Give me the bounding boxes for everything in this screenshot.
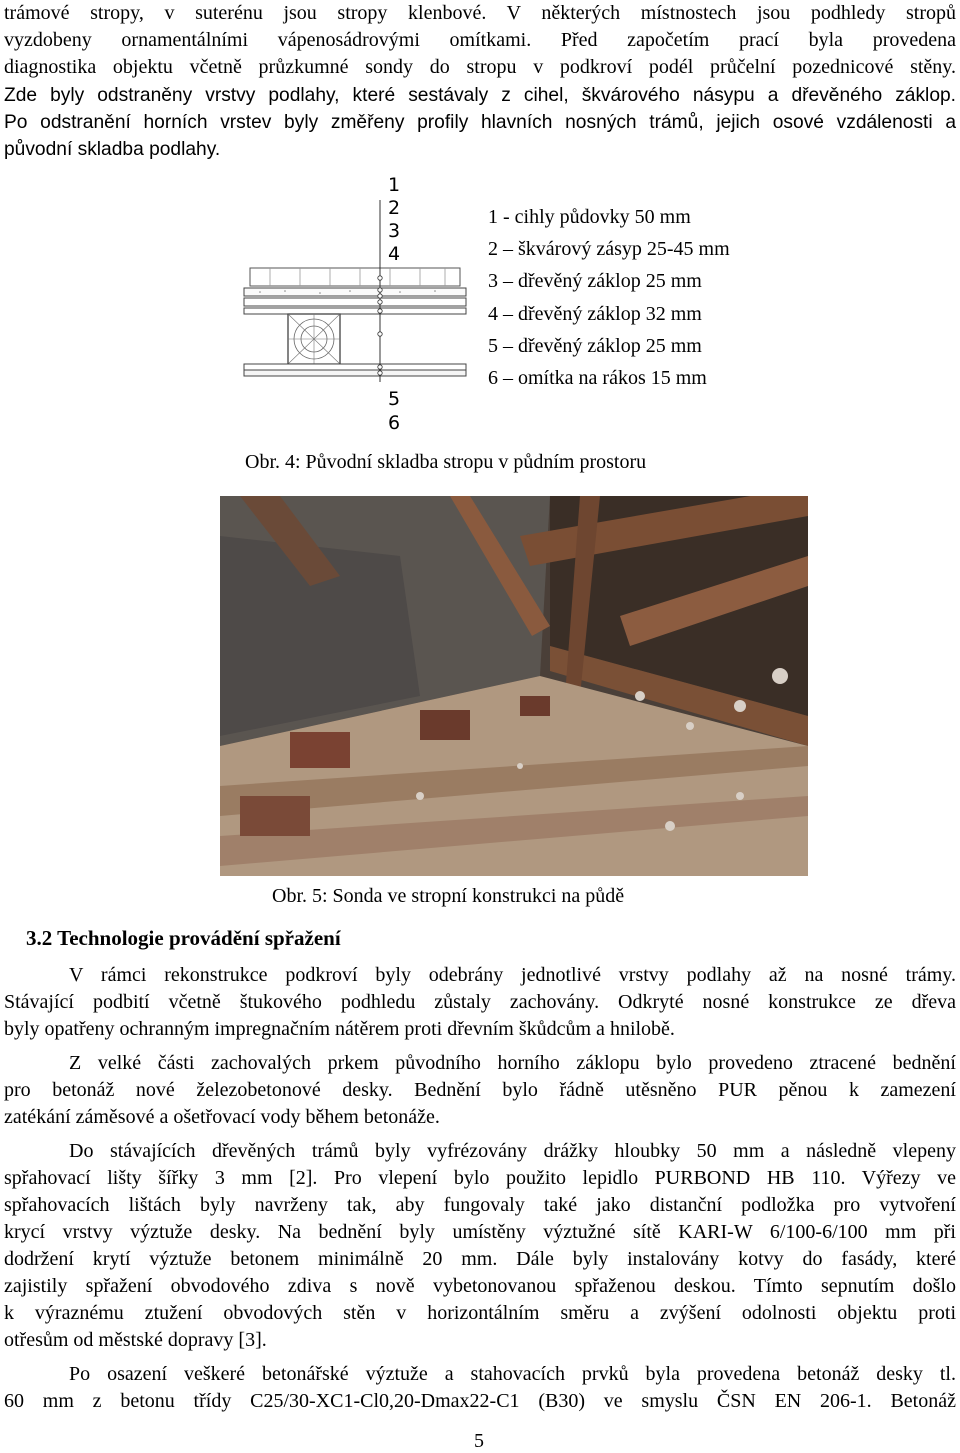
page-number: 5 xyxy=(474,1430,484,1452)
body-line: otřesům od městské dopravy [3]. xyxy=(4,1329,267,1351)
intro-line-2: vyzdobeny ornamentálními vápenosádrovými omítkami. Před započetím prací byla provedena xyxy=(4,29,956,51)
body-line: byly opatřeny ochranným impregnačním nátěrem proti dřevním škůdcům a hnilobě. xyxy=(4,1018,675,1040)
attic-probe-photo xyxy=(220,496,808,876)
body-line: zajistily spřažení obvodového zdiva s nově vybetonovanou spřaženou deskou. Tímto sepnutím došlo xyxy=(4,1275,956,1297)
layer-number: 2 xyxy=(388,197,401,219)
body-line: 60 mm z betonu třídy C25/30-XC1-Cl0,20-Dmax22-C1 (B30) ve smyslu ČSN EN 206-1. Betonáž xyxy=(4,1390,956,1412)
body-line: zatékání záměsové a ošetřovací vody během betonáže. xyxy=(4,1106,440,1128)
intro-line-6: původní skladba podlahy. xyxy=(4,139,221,160)
layer-number: 5 xyxy=(388,388,401,410)
figure-4-caption: Obr. 4: Původní skladba stropu v půdním prostoru xyxy=(245,451,647,473)
section-heading: 3.2 Technologie provádění spřažení xyxy=(26,926,341,950)
legend-item-4: 4 – dřevěný záklop 32 mm xyxy=(488,303,702,325)
intro-line-4: Zde byly odstraněny vrstvy podlahy, které sestávaly z cihel, škvárového násypu a dřevěného záklop. xyxy=(4,85,956,106)
leader-line-top xyxy=(376,200,386,266)
layer-number: 1 xyxy=(388,174,401,196)
legend-item-1: 1 - cihly půdovky 50 mm xyxy=(488,206,691,228)
body-line: dodržení krytí výztuže betonem minimálně 20 mm. Dále byly instalovány kotvy do fasády, které xyxy=(4,1248,956,1270)
body-line: spřahovací lišty šířky 3 mm [2]. Pro vlepení bylo použito lepidlo PURBOND HB 110. Výřezy ve xyxy=(4,1167,956,1189)
body-line: krycí vrstvy výztuže desky. Na bednění byly umístěny výztužné sítě KARI-W 6/100-6/100 mm při xyxy=(4,1221,956,1243)
body-line: Z velké části zachovalých prkem původního horního záklopu bylo provedeno ztracené bednění xyxy=(69,1052,956,1074)
intro-line-3: diagnostika objektu včetně průzkumné sondy do stropu v podkroví podél průčelní pozednicové stěny. xyxy=(4,56,956,78)
legend-item-6: 6 – omítka na rákos 15 mm xyxy=(488,367,707,389)
body-line: Stávající podbití včetně štukového podhledu zůstaly zachovány. Odkryté nosné konstrukce ze dřeva xyxy=(4,991,956,1013)
intro-line-1: trámové stropy, v suterénu jsou stropy klenbové. V některých místnostech jsou podhledy stropů xyxy=(4,2,956,24)
layer-number: 3 xyxy=(388,220,401,242)
legend-item-3: 3 – dřevěný záklop 25 mm xyxy=(488,270,702,292)
legend-item-2: 2 – škvárový zásyp 25-45 mm xyxy=(488,238,730,260)
body-line: Do stávajících dřevěných trámů byly vyfrézovány drážky hloubky 50 mm a následně vlepeny xyxy=(69,1140,956,1162)
legend-item-5: 5 – dřevěný záklop 25 mm xyxy=(488,335,702,357)
body-line: k výraznému ztužení obvodových stěn v horizontálním směru a zvýšení odolnosti objektu proti xyxy=(4,1302,956,1324)
figure-5-caption: Obr. 5: Sonda ve stropní konstrukci na půdě xyxy=(272,885,625,907)
intro-line-5: Po odstranění horních vrstev byly změřeny profily hlavních nosných trámů, jejich osové vzdálenosti a xyxy=(4,112,956,133)
body-line: spřahovacích lištách byly navrženy tak, aby fungovaly také jako distanční podložka pro vytvoření xyxy=(4,1194,956,1216)
body-line: pro betonáž nové železobetonové desky. Bednění bylo řádně utěsněno PUR pěnou k zamezení xyxy=(4,1079,956,1101)
layer-number: 4 xyxy=(388,243,401,265)
body-line: Po osazení veškeré betonářské výztuže a stahovacích prvků byla provedena betonáž desky tl. xyxy=(69,1363,956,1385)
layer-number: 6 xyxy=(388,412,401,434)
floor-section-drawing xyxy=(240,266,470,382)
body-line: V rámci rekonstrukce podkroví byly odebrány jednotlivé vrstvy podlahy až na nosné trámy. xyxy=(69,964,956,986)
